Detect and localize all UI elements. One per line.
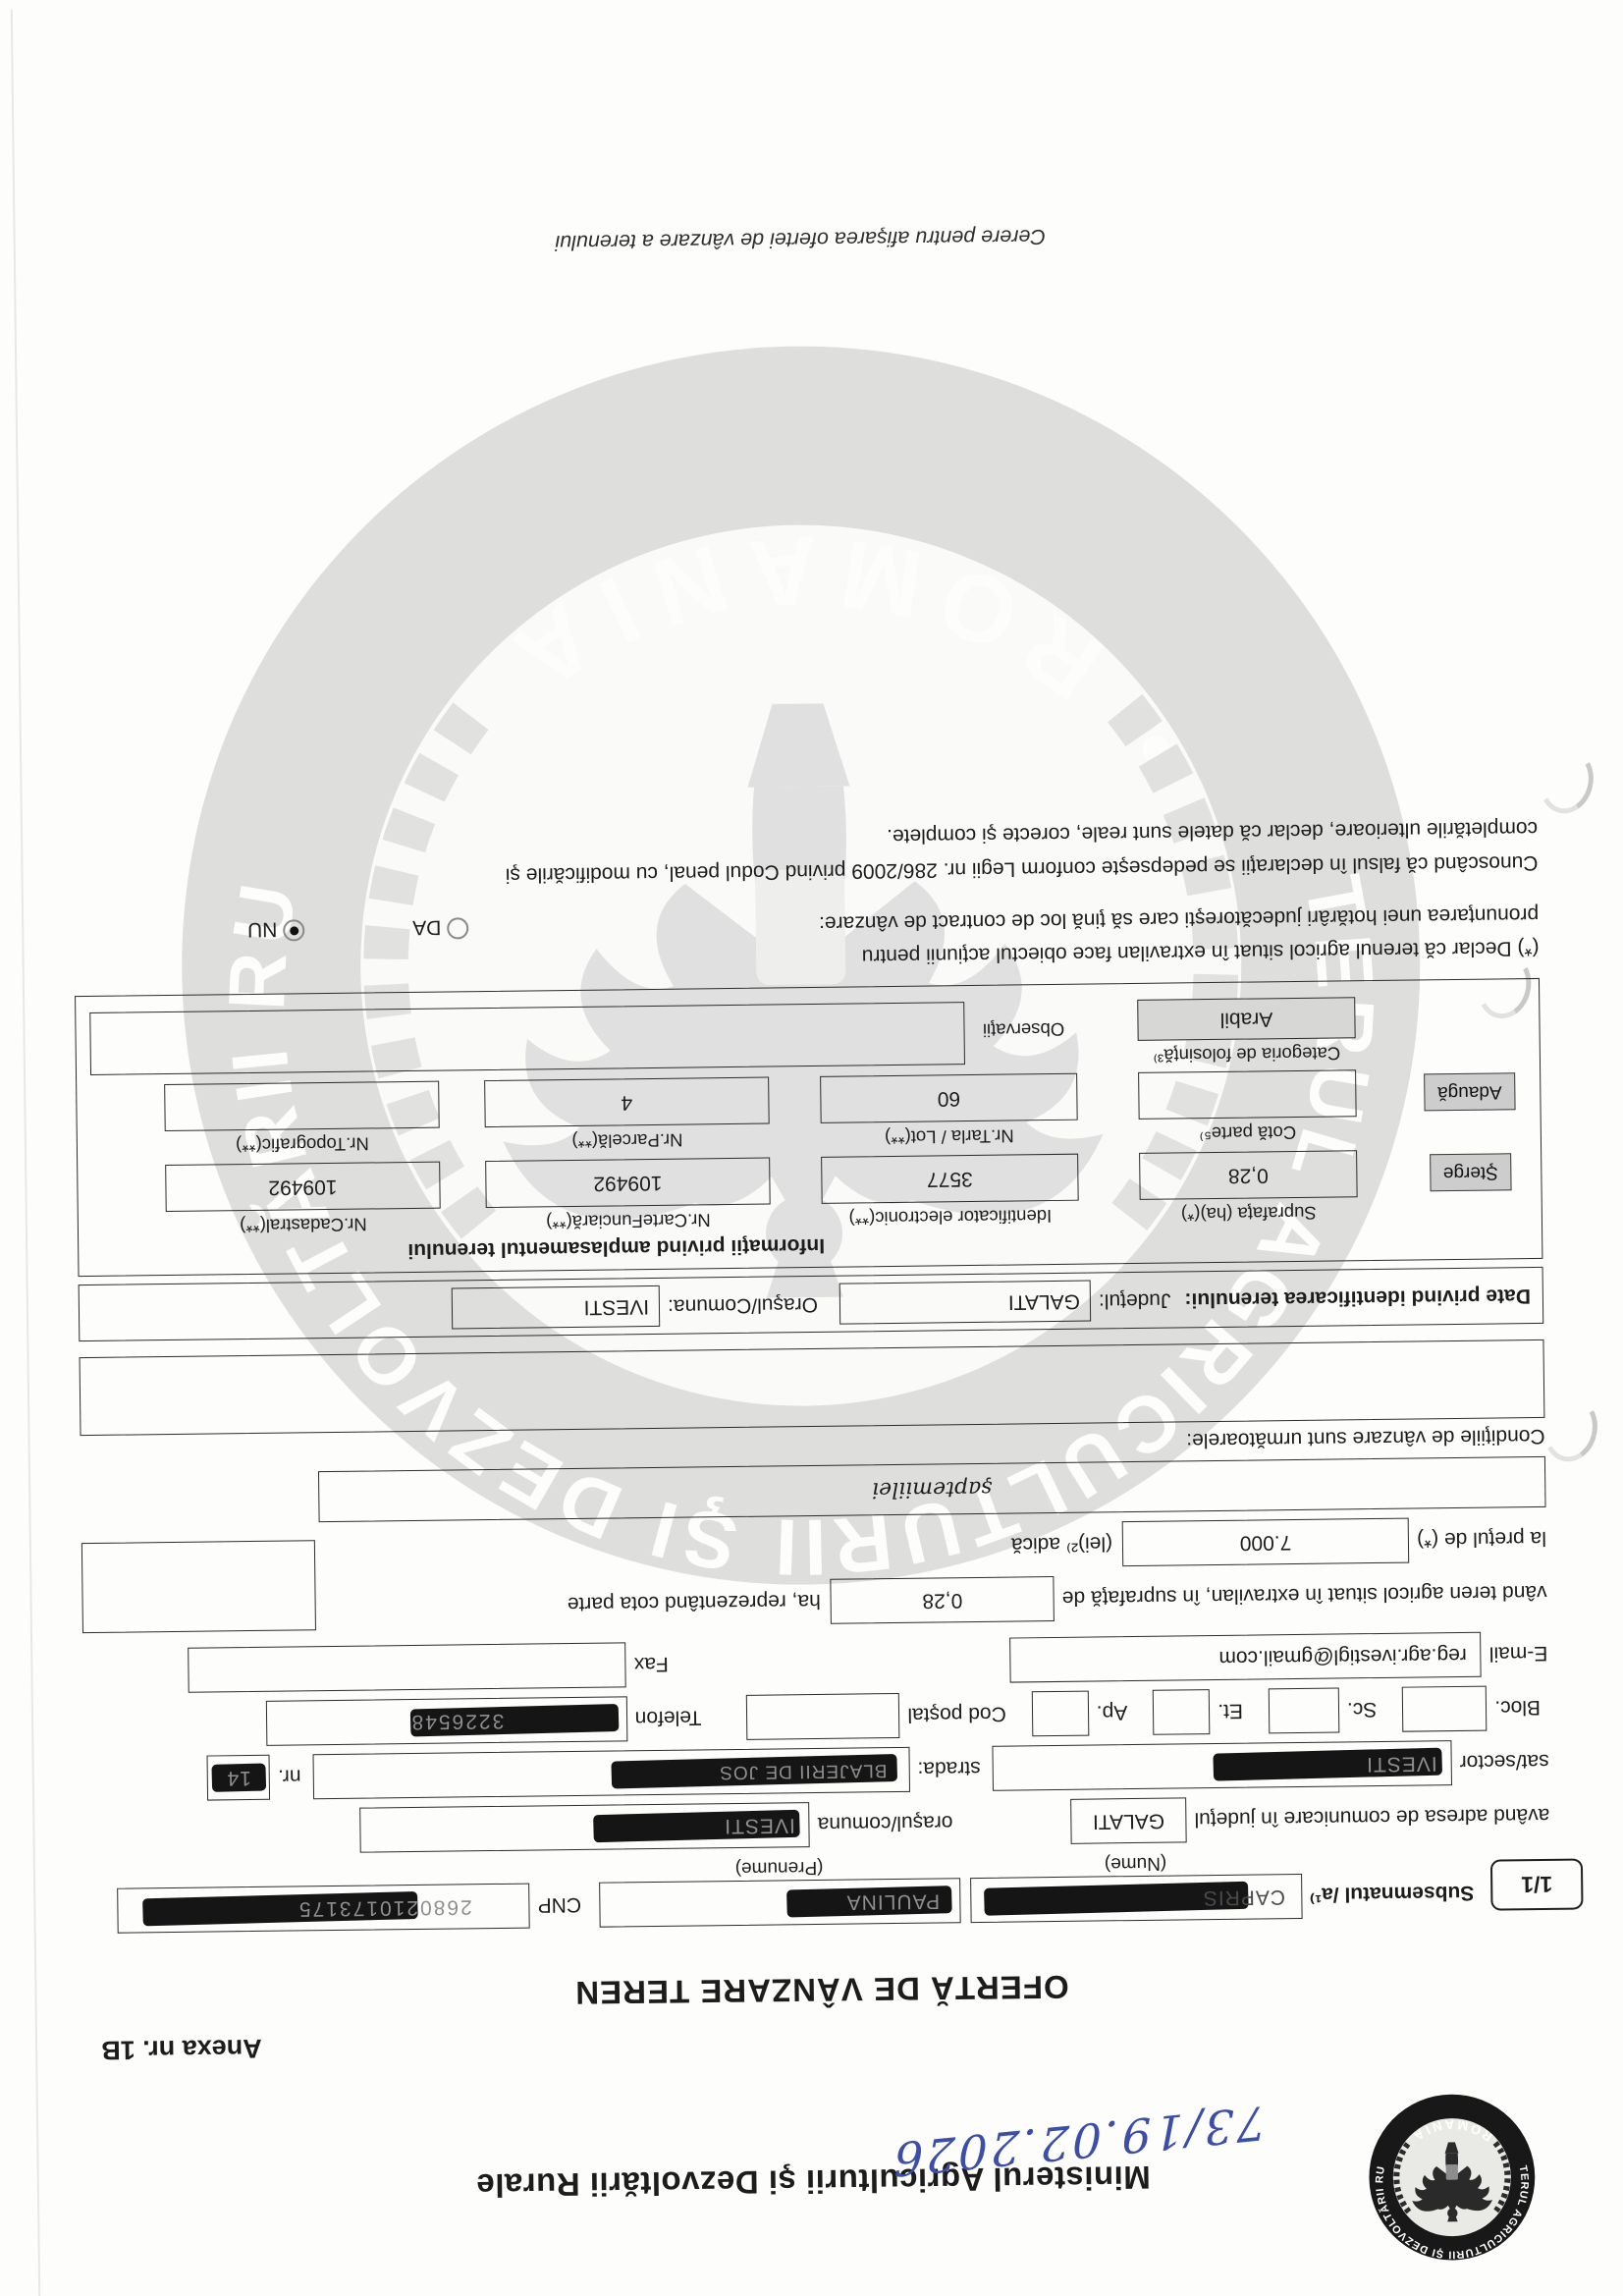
topografic-input[interactable]: [164, 1081, 440, 1131]
punch-hole-shadow: [1538, 1392, 1604, 1467]
land-oras-label: Oraşul/Comuna:: [667, 1292, 819, 1318]
subsemnatul-label: Subsemnatul /a¹⁾: [1309, 1881, 1475, 1906]
cota-parte-input[interactable]: [1138, 1069, 1357, 1120]
page-title: OFERTĂ DE VÂNZARE TEREN: [574, 1968, 1069, 2012]
strada-input[interactable]: [312, 1747, 910, 1799]
identificator-input[interactable]: 3577: [821, 1154, 1079, 1204]
oath-line1: Cunoscând că falsul în declaraţii se pedepseşte conform Legii nr. 286/2009 privind Codul penal, cu modificările şi: [505, 850, 1539, 887]
prenume-field[interactable]: [598, 1854, 960, 1927]
observatii-input[interactable]: [89, 1002, 965, 1075]
oath-line2: completările ulterioare, declar că datele sunt reale, corecte şi complete.: [886, 816, 1539, 848]
land-judet-label: Judeţul:: [1098, 1288, 1171, 1313]
cnp-label: CNP: [537, 1892, 582, 1917]
nume-field[interactable]: [969, 1850, 1302, 1923]
declaration-line1: (*) Declar că terenul agricol situat în extravilan face obiectul acţiunii pentru: [861, 936, 1540, 968]
cnp-input[interactable]: [117, 1884, 530, 1934]
prenume-input[interactable]: [599, 1878, 961, 1927]
carte-funciara-col-label: Nr.CarteFunciară(**): [545, 1210, 711, 1233]
parcela-input[interactable]: 4: [484, 1077, 770, 1128]
identificator-col-label: Identificator electronic(**): [848, 1206, 1053, 1230]
sat-input[interactable]: [992, 1740, 1452, 1791]
price-suffix: (lei)²⁾ adică: [1010, 1532, 1113, 1557]
page-count-badge: 1/1: [1490, 1858, 1584, 1910]
oras-label: oraşul/comuna: [817, 1811, 953, 1835]
sat-value: IVESTI: [1365, 1752, 1437, 1777]
declaration-line2: pronunţarea unei hotărâri judecătoreşti care să ţină loc de contract de vânzare:: [818, 902, 1540, 935]
price-words-row: [81, 1456, 1546, 1525]
ministry-seal-logo: [1366, 2091, 1539, 2264]
cod-postal-label: Cod poştal: [907, 1702, 1006, 1726]
land-id-strip: [79, 1267, 1544, 1341]
nume-input[interactable]: [970, 1874, 1303, 1923]
address-row-2: [84, 1739, 1549, 1802]
suprafata-input[interactable]: 0,28: [831, 1576, 1055, 1624]
nr-label: nr.: [278, 1765, 301, 1788]
bloc-input[interactable]: [1402, 1686, 1488, 1732]
telefon-label: Telefon: [634, 1706, 702, 1730]
oath-paragraph: [73, 811, 1539, 898]
carte-funciara-input[interactable]: 109492: [485, 1158, 771, 1209]
oras-value: IVESTI: [724, 1814, 795, 1838]
observatii-label: Observaţii: [982, 1018, 1065, 1041]
telefon-value: 3226548: [409, 1709, 505, 1734]
categoria-col-label: Categoria de folosinţă³⁾: [1153, 1043, 1341, 1066]
nume-value: CAPRIS: [1202, 1886, 1286, 1910]
categoria-select[interactable]: Arabil: [1137, 997, 1355, 1041]
strada-label: strada:: [917, 1756, 981, 1780]
da-label: DA: [412, 915, 442, 939]
punch-hole-shadow: [1534, 743, 1600, 819]
topografic-col-label: Nr.Topografic(**): [235, 1133, 369, 1157]
suprafata-col-label: Suprafaţa (ha)(*): [1180, 1202, 1317, 1226]
nr-value: 14: [226, 1767, 252, 1790]
ministry-title: Ministerul Agriculturii şi Dezvoltării Rurale: [475, 2159, 1152, 2205]
radio-nu[interactable]: [247, 916, 304, 942]
annex-label: Anexa nr. 1B: [100, 2033, 262, 2065]
da-radio-icon[interactable]: [447, 917, 468, 939]
footer-caption: Cerere pentru afişarea ofertei de vânzare a terenului: [555, 225, 1047, 255]
cadastral-col-label: Nr.Cadastral(**): [240, 1214, 367, 1237]
adauga-button[interactable]: Adaugă: [1424, 1072, 1516, 1111]
identity-row: [85, 1847, 1551, 1934]
sc-input[interactable]: [1269, 1687, 1340, 1733]
sat-label: sat/sector: [1459, 1749, 1549, 1774]
land-table: [75, 978, 1542, 1277]
email-input[interactable]: reg.agr.ivestigl@gmail.com: [1010, 1632, 1483, 1683]
nr-input[interactable]: [207, 1755, 271, 1801]
sale-suffix: ha, reprezentând cota parte: [567, 1589, 821, 1616]
prenume-caption: (Prenume): [734, 1856, 824, 1880]
email-row: [82, 1631, 1547, 1694]
handwritten-registration-number: 73/19.02.2026: [891, 2094, 1267, 2186]
email-label: E-mail: [1488, 1641, 1548, 1666]
bloc-label: Bloc.: [1494, 1695, 1542, 1720]
fax-input[interactable]: [189, 1642, 627, 1692]
tarla-col-label: Nr.Tarla / Lot(**): [884, 1125, 1014, 1149]
ap-input[interactable]: [1032, 1691, 1090, 1737]
sc-label: Sc.: [1346, 1698, 1378, 1722]
nume-caption: (Nume): [1104, 1852, 1167, 1875]
conditions-label: Condiţiile de vânzare sunt următoarele:: [1186, 1424, 1545, 1452]
parcela-col-label: Nr.Parcelă(**): [571, 1129, 683, 1152]
cnp-value: 2680210173175: [297, 1895, 472, 1921]
nu-radio-icon[interactable]: [283, 919, 304, 941]
cota-parte-fraction-input[interactable]: [81, 1540, 316, 1633]
declaration-block: [74, 898, 1540, 982]
cadastral-input[interactable]: 109492: [165, 1162, 441, 1212]
radio-da[interactable]: [412, 914, 468, 940]
ap-label: Ap.: [1096, 1701, 1128, 1724]
sterge-button[interactable]: Şterge: [1430, 1153, 1512, 1191]
table-suprafata-input[interactable]: 0,28: [1139, 1150, 1358, 1200]
nu-label: NU: [246, 917, 278, 942]
offer-form: [73, 811, 1551, 1934]
price-words-input[interactable]: şaptemiilei: [318, 1456, 1546, 1522]
conditions-input[interactable]: [80, 1339, 1545, 1436]
et-label: Et.: [1217, 1699, 1244, 1722]
oras-input[interactable]: [360, 1802, 811, 1853]
price-input[interactable]: 7.000: [1122, 1518, 1410, 1567]
address-row-1: [84, 1793, 1549, 1856]
land-section-label: Date privind identificarea terenului:: [1184, 1285, 1532, 1312]
tarla-input[interactable]: 60: [820, 1073, 1078, 1123]
strada-value: BLAJERII DE JOS: [719, 1760, 888, 1783]
telefon-input[interactable]: [265, 1696, 627, 1745]
land-oras-input[interactable]: IVESTI: [452, 1285, 660, 1330]
bloc-row: [83, 1685, 1548, 1748]
table-header: Informaţii privind amplasamentul terenului: [407, 1233, 826, 1263]
sale-prefix: vând teren agricol situat în extravilan, în suprafaţă de: [1061, 1580, 1547, 1610]
price-prefix: la preţul de (*): [1416, 1526, 1547, 1552]
et-input[interactable]: [1153, 1689, 1211, 1735]
fax-label: Fax: [633, 1652, 670, 1676]
cota-parte-col-label: Cotă parte⁵⁾: [1199, 1121, 1297, 1145]
address-label: având adresa de comunicare în judeţul: [1194, 1803, 1550, 1831]
land-judet-input[interactable]: GALATI: [839, 1281, 1091, 1325]
scan-edge-artifact: [11, 10, 41, 2296]
sale-row: [81, 1570, 1546, 1633]
prenume-value: PAULINA: [845, 1889, 941, 1914]
judet-input[interactable]: GALATI: [1070, 1797, 1187, 1843]
cod-postal-input[interactable]: [746, 1693, 900, 1740]
